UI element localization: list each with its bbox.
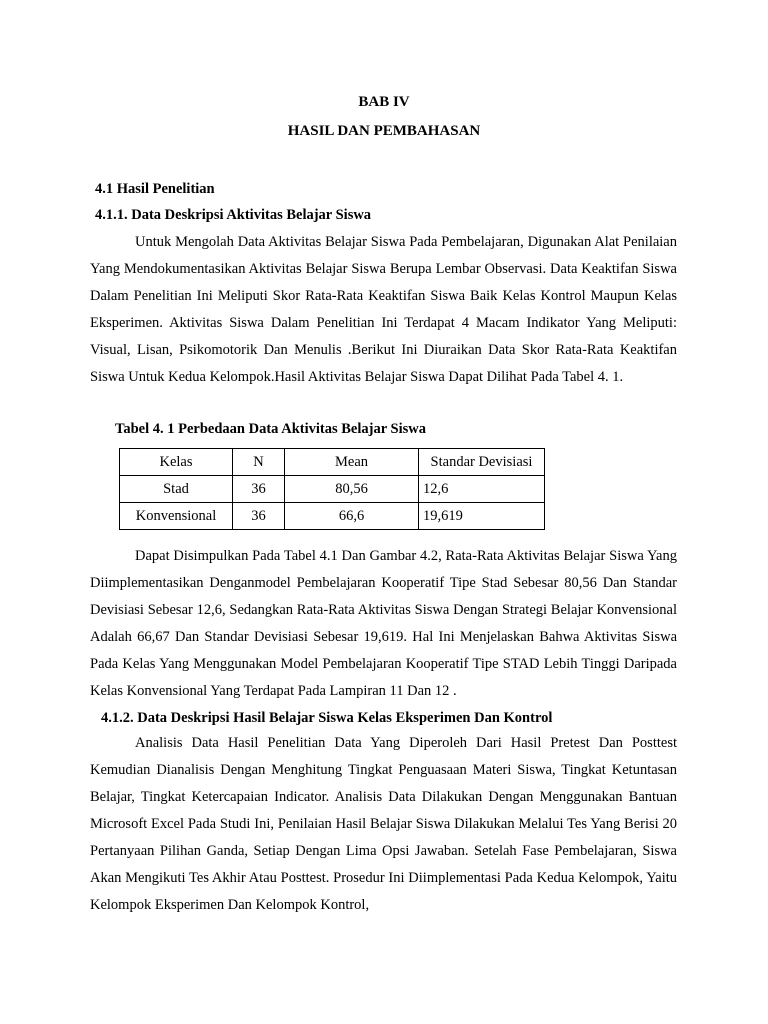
section-heading-4-1: 4.1 Hasil Penelitian <box>95 181 215 197</box>
section-heading-4-1-2: 4.1.2. Data Deskripsi Hasil Belajar Siswa Kelas Eksperimen Dan Kontrol <box>101 710 553 726</box>
table-cell: 66,6 <box>285 503 419 530</box>
paragraph-activity-intro: Untuk Mengolah Data Aktivitas Belajar Siswa Pada Pembelajaran, Digunakan Alat Penilaian Yang Mendokumentasikan Aktivitas Belajar Siswa Berupa Lembar Observasi. Data Keaktifan Siswa Dalam Penelitian Ini Meliputi Skor Rata-Rata Keaktifan Siswa Baik Kelas Kontrol Maupun Kelas Eksperimen. Aktivitas Siswa Dalam Penelitian Ini Terdapat 4 Macam Indikator Yang Meliputi: Visual, Lisan, Psikomotorik Dan Menulis .Berikut Ini Diuraikan Data Skor Rata-Rata Keaktifan Siswa Untuk Kedua Kelompok.Hasil Aktivitas Belajar Siswa Dapat Dilihat Pada Tabel 4. 1. <box>90 234 677 385</box>
chapter-number: BAB IV <box>358 94 410 110</box>
table-header-cell: Mean <box>285 449 419 476</box>
table-row <box>120 503 545 530</box>
table-caption: Tabel 4. 1 Perbedaan Data Aktivitas Belajar Siswa <box>115 421 426 437</box>
table-header-cell: Standar Devisiasi <box>419 449 545 476</box>
table-cell: 36 <box>233 503 285 530</box>
table-header-row <box>120 449 545 476</box>
chapter-title: HASIL DAN PEMBAHASAN <box>287 123 481 139</box>
table-header-cell: Kelas <box>120 449 233 476</box>
table-cell: Konvensional <box>120 503 233 530</box>
table-header-cell: N <box>233 449 285 476</box>
table-cell: 19,619 <box>419 503 545 530</box>
table-row <box>120 476 545 503</box>
table-cell: 12,6 <box>419 476 545 503</box>
table-cell: 36 <box>233 476 285 503</box>
section-heading-4-1-1: 4.1.1. Data Deskripsi Aktivitas Belajar Siswa <box>95 207 372 223</box>
table-cell: 80,56 <box>285 476 419 503</box>
activity-table <box>119 448 545 530</box>
paragraph-results-analysis: Analisis Data Hasil Penelitian Data Yang Diperoleh Dari Hasil Pretest Dan Posttest Kemudian Dianalisis Dengan Menghitung Tingkat Penguasaan Materi Siswa, Tingkat Ketuntasan Belajar, Tingkat Ketercapaian Indicator. Analisis Data Dilakukan Dengan Menggunakan Bantuan Microsoft Excel Pada Studi Ini, Penilaian Hasil Belajar Siswa Dilakukan Melalui Tes Yang Berisi 20 Pertanyaan Pilihan Ganda, Setiap Dengan Lima Opsi Jawaban. Setelah Fase Pembelajaran, Siswa Akan Mengikuti Tes Akhir Atau Posttest. Prosedur Ini Diimplementasi Pada Kedua Kelompok, Yaitu Kelompok Eksperimen Dan Kelompok Kontrol, <box>90 735 677 913</box>
paragraph-conclusion: Dapat Disimpulkan Pada Tabel 4.1 Dan Gambar 4.2, Rata-Rata Aktivitas Belajar Siswa Yang Diimplementasikan Denganmodel Pembelajaran Kooperatif Tipe Stad Sebesar 80,56 Dan Standar Devisiasi Sebesar 12,6, Sedangkan Rata-Rata Aktivitas Siswa Dengan Strategi Belajar Konvensional Adalah 66,67 Dan Standar Devisiasi Sebesar 19,619. Hal Ini Menjelaskan Bahwa Aktivitas Siswa Pada Kelas Yang Menggunakan Model Pembelajaran Kooperatif Tipe STAD Lebih Tinggi Daripada Kelas Konvensional Yang Terdapat Pada Lampiran 11 Dan 12 . <box>90 548 677 699</box>
table-cell: Stad <box>120 476 233 503</box>
